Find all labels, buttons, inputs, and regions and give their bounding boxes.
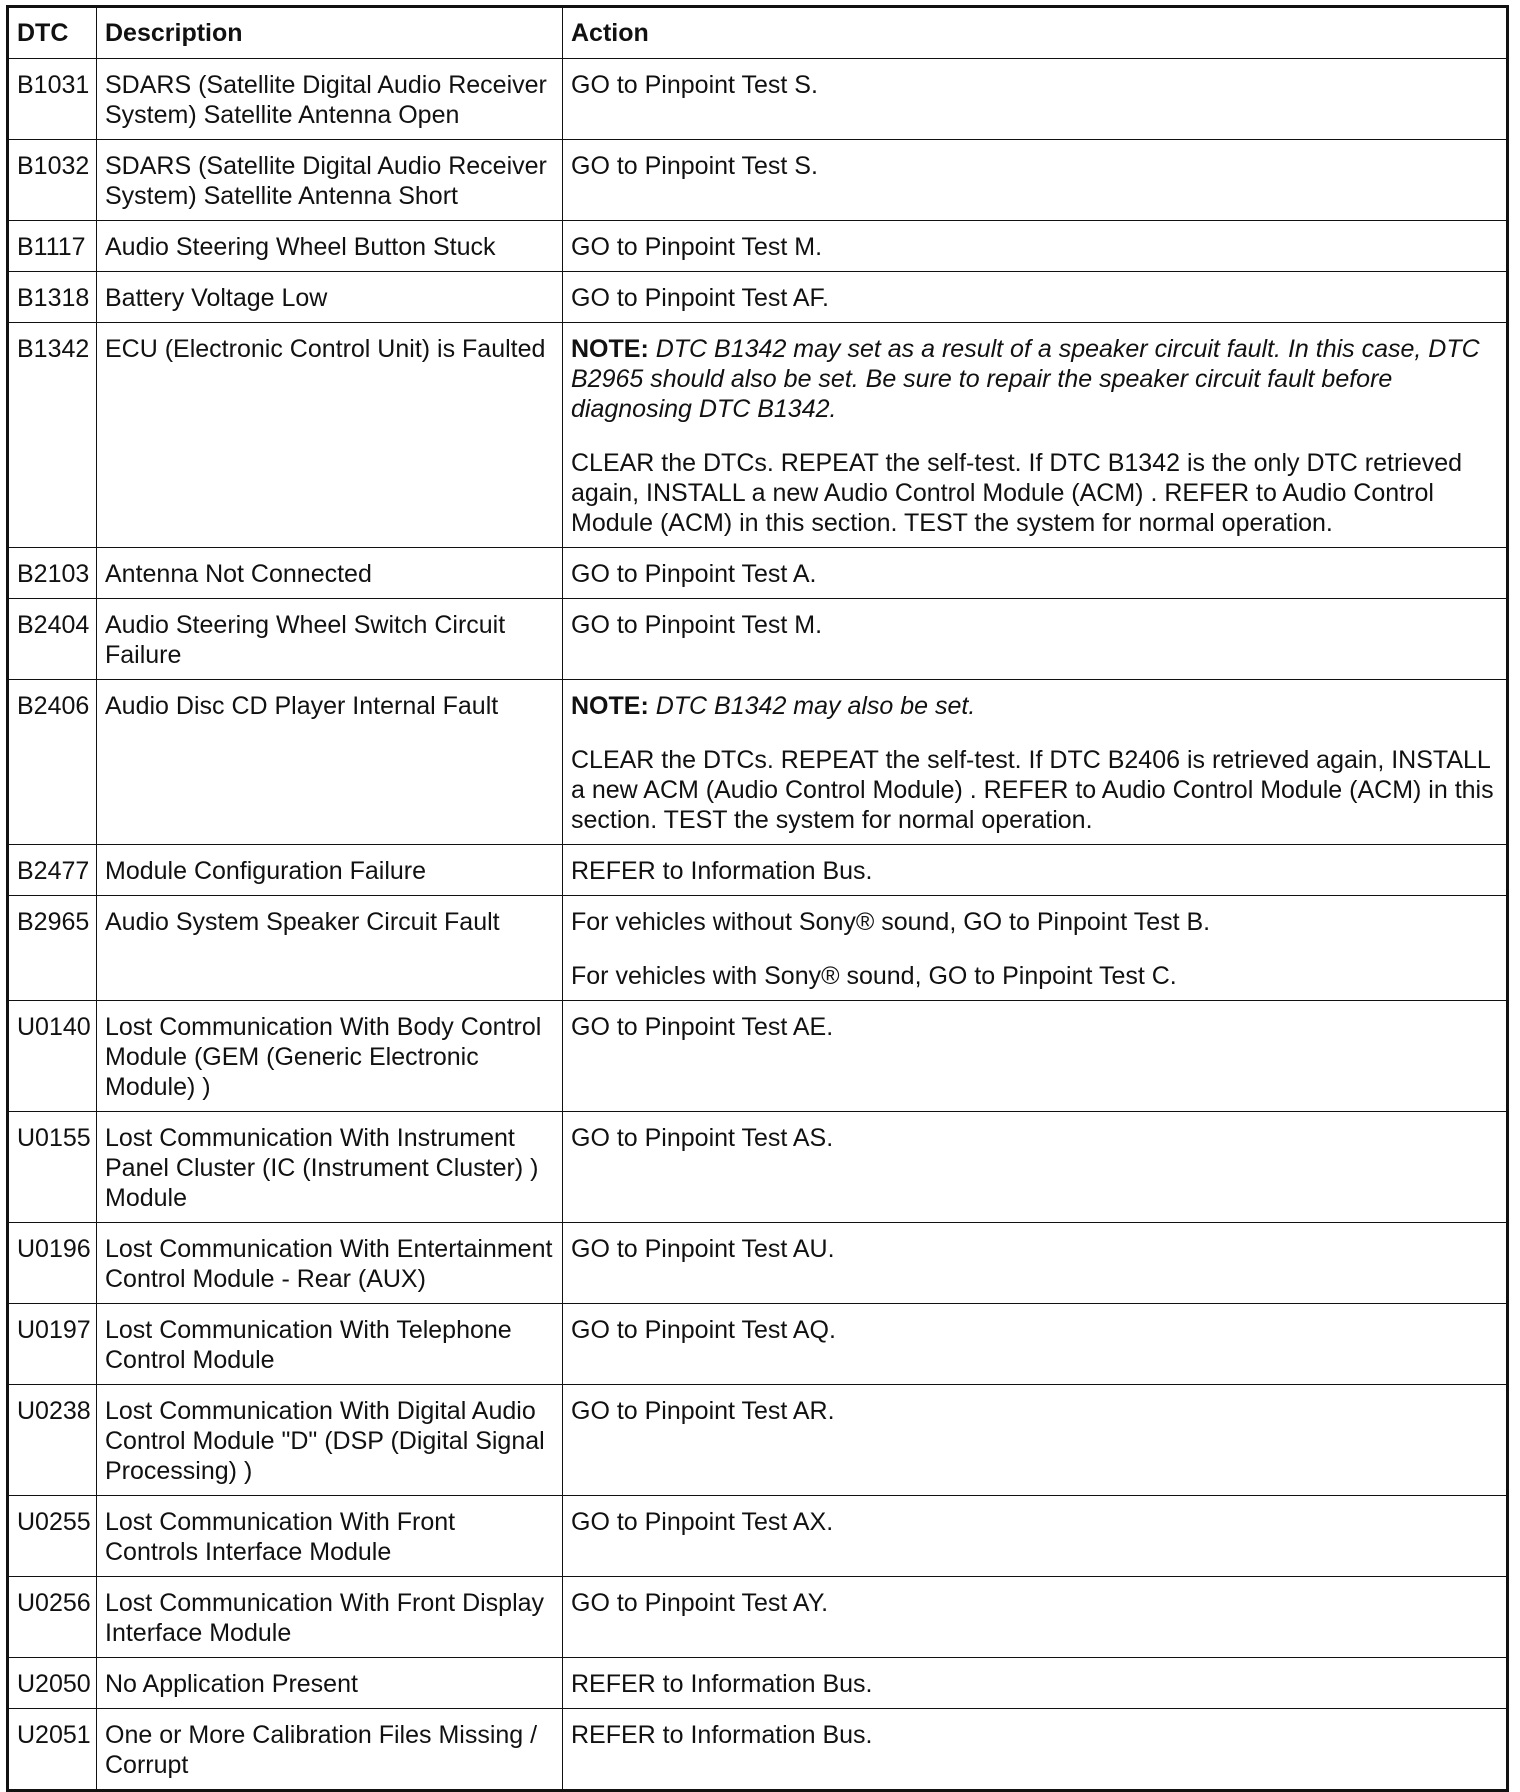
dtc-code-cell: B2404 [8, 599, 97, 680]
action-text: For vehicles without Sony® sound, GO to Pinpoint Test B. [571, 908, 1211, 936]
dtc-code-cell: U0255 [8, 1496, 97, 1577]
action-paragraph [571, 232, 1498, 262]
action-text: GO to Pinpoint Test M. [571, 233, 823, 261]
action-paragraph [571, 1315, 1498, 1345]
dtc-code-cell: B1342 [8, 323, 97, 548]
action-paragraph [571, 559, 1498, 589]
action-text: GO to Pinpoint Test AQ. [571, 1316, 836, 1344]
action-paragraph [571, 1588, 1498, 1618]
action-cell [563, 845, 1508, 896]
column-header-dtc: DTC [8, 7, 97, 59]
description-cell: Audio System Speaker Circuit Fault [97, 896, 563, 1001]
action-cell [563, 272, 1508, 323]
description-cell: Lost Communication With Entertainment Control Module - Rear (AUX) [97, 1223, 563, 1304]
action-paragraph [571, 151, 1498, 181]
table-row [8, 1385, 1508, 1496]
action-text: REFER to Information Bus. [571, 1670, 873, 1698]
description-cell: ECU (Electronic Control Unit) is Faulted [97, 323, 563, 548]
action-text: CLEAR the DTCs. REPEAT the self-test. If DTC B1342 is the only DTC retrieved again, INSTALL a new Audio Control Module (ACM) . REFER to Audio Control Module (ACM) in this section. TEST the system for normal operation. [571, 449, 1463, 537]
action-text: REFER to Information Bus. [571, 1721, 873, 1749]
description-cell: Audio Steering Wheel Button Stuck [97, 221, 563, 272]
action-cell [563, 221, 1508, 272]
note-text: DTC B1342 may also be set. [655, 692, 976, 720]
action-cell [563, 59, 1508, 140]
table-header-row [8, 7, 1508, 59]
table-row [8, 845, 1508, 896]
dtc-code-cell: B1032 [8, 140, 97, 221]
table-row [8, 548, 1508, 599]
description-cell: Antenna Not Connected [97, 548, 563, 599]
action-paragraph [571, 1669, 1498, 1699]
action-text: GO to Pinpoint Test AX. [571, 1508, 834, 1536]
action-cell [563, 680, 1508, 845]
description-cell: One or More Calibration Files Missing / Corrupt [97, 1709, 563, 1791]
description-cell: Audio Disc CD Player Internal Fault [97, 680, 563, 845]
column-header-action: Action [563, 7, 1508, 59]
description-cell: SDARS (Satellite Digital Audio Receiver System) Satellite Antenna Short [97, 140, 563, 221]
table-row [8, 1001, 1508, 1112]
description-cell: Lost Communication With Body Control Module (GEM (Generic Electronic Module) ) [97, 1001, 563, 1112]
action-paragraph [571, 70, 1498, 100]
table-body [8, 59, 1508, 1791]
action-text: GO to Pinpoint Test AR. [571, 1397, 835, 1425]
dtc-code-cell: U2051 [8, 1709, 97, 1791]
action-cell [563, 1385, 1508, 1496]
table-row [8, 323, 1508, 548]
action-cell [563, 1577, 1508, 1658]
action-paragraph [571, 1234, 1498, 1264]
dtc-code-cell: U0197 [8, 1304, 97, 1385]
action-cell [563, 1496, 1508, 1577]
action-cell [563, 1112, 1508, 1223]
action-cell [563, 140, 1508, 221]
action-text: GO to Pinpoint Test S. [571, 152, 818, 180]
action-paragraph [571, 610, 1498, 640]
note-label: NOTE: [571, 692, 649, 720]
note-text: DTC B1342 may set as a result of a speaker circuit fault. In this case, DTC B2965 should also be set. Be sure to repair the speaker circuit fault before diagnosing DTC B1342. [571, 335, 1480, 423]
description-cell: Lost Communication With Front Display Interface Module [97, 1577, 563, 1658]
description-cell: Lost Communication With Telephone Control Module [97, 1304, 563, 1385]
action-paragraph [571, 1507, 1498, 1537]
action-paragraph [571, 961, 1498, 991]
action-cell [563, 1658, 1508, 1709]
action-text: GO to Pinpoint Test AE. [571, 1013, 834, 1041]
description-cell: Battery Voltage Low [97, 272, 563, 323]
dtc-code-cell: B2477 [8, 845, 97, 896]
dtc-code-cell: B2406 [8, 680, 97, 845]
description-cell: No Application Present [97, 1658, 563, 1709]
action-cell [563, 599, 1508, 680]
dtc-code-cell: U0256 [8, 1577, 97, 1658]
note-label: NOTE: [571, 335, 649, 363]
dtc-code-cell: U0238 [8, 1385, 97, 1496]
action-cell [563, 896, 1508, 1001]
action-text: REFER to Information Bus. [571, 857, 873, 885]
action-text: For vehicles with Sony® sound, GO to Pinpoint Test C. [571, 962, 1177, 990]
action-paragraph [571, 1396, 1498, 1426]
action-paragraph [571, 907, 1498, 937]
action-text: GO to Pinpoint Test S. [571, 71, 818, 99]
table-row [8, 1496, 1508, 1577]
description-cell: Lost Communication With Digital Audio Control Module "D" (DSP (Digital Signal Processing) ) [97, 1385, 563, 1496]
description-cell: Lost Communication With Instrument Panel Cluster (IC (Instrument Cluster) ) Module [97, 1112, 563, 1223]
table-row [8, 1223, 1508, 1304]
description-cell: Lost Communication With Front Controls Interface Module [97, 1496, 563, 1577]
action-paragraph [571, 1012, 1498, 1042]
table-row [8, 599, 1508, 680]
table-row [8, 59, 1508, 140]
table-row [8, 272, 1508, 323]
action-text: GO to Pinpoint Test A. [571, 560, 817, 588]
table-row [8, 1112, 1508, 1223]
dtc-code-cell: U0155 [8, 1112, 97, 1223]
dtc-code-cell: B1318 [8, 272, 97, 323]
table-row [8, 1577, 1508, 1658]
action-cell [563, 1304, 1508, 1385]
action-paragraph [571, 1123, 1498, 1153]
table-row [8, 1658, 1508, 1709]
dtc-code-cell: U0140 [8, 1001, 97, 1112]
action-cell [563, 1223, 1508, 1304]
description-cell: Audio Steering Wheel Switch Circuit Failure [97, 599, 563, 680]
table-row [8, 1304, 1508, 1385]
action-cell [563, 323, 1508, 548]
table-row [8, 680, 1508, 845]
column-header-description: Description [97, 7, 563, 59]
action-text: CLEAR the DTCs. REPEAT the self-test. If DTC B2406 is retrieved again, INSTALL a new ACM (Audio Control Module) . REFER to Audio Control Module (ACM) in this section. TEST the system for normal operation. [571, 746, 1494, 834]
action-cell [563, 1709, 1508, 1791]
action-paragraph [571, 1720, 1498, 1750]
action-paragraph [571, 334, 1498, 424]
description-cell: Module Configuration Failure [97, 845, 563, 896]
table-row [8, 1709, 1508, 1791]
action-text: GO to Pinpoint Test M. [571, 611, 823, 639]
action-cell [563, 548, 1508, 599]
dtc-code-cell: B1031 [8, 59, 97, 140]
action-text: GO to Pinpoint Test AS. [571, 1124, 834, 1152]
table-row [8, 221, 1508, 272]
dtc-code-cell: B1117 [8, 221, 97, 272]
action-text: GO to Pinpoint Test AY. [571, 1589, 829, 1617]
action-text: GO to Pinpoint Test AF. [571, 284, 830, 312]
action-paragraph [571, 448, 1498, 538]
dtc-code-cell: U0196 [8, 1223, 97, 1304]
dtc-code-cell: U2050 [8, 1658, 97, 1709]
action-paragraph [571, 283, 1498, 313]
dtc-code-cell: B2103 [8, 548, 97, 599]
action-paragraph [571, 856, 1498, 886]
dtc-table [6, 5, 1509, 1792]
table-row [8, 140, 1508, 221]
description-cell: SDARS (Satellite Digital Audio Receiver System) Satellite Antenna Open [97, 59, 563, 140]
action-text: GO to Pinpoint Test AU. [571, 1235, 835, 1263]
table-row [8, 896, 1508, 1001]
action-paragraph [571, 691, 1498, 721]
action-paragraph [571, 745, 1498, 835]
dtc-code-cell: B2965 [8, 896, 97, 1001]
action-cell [563, 1001, 1508, 1112]
